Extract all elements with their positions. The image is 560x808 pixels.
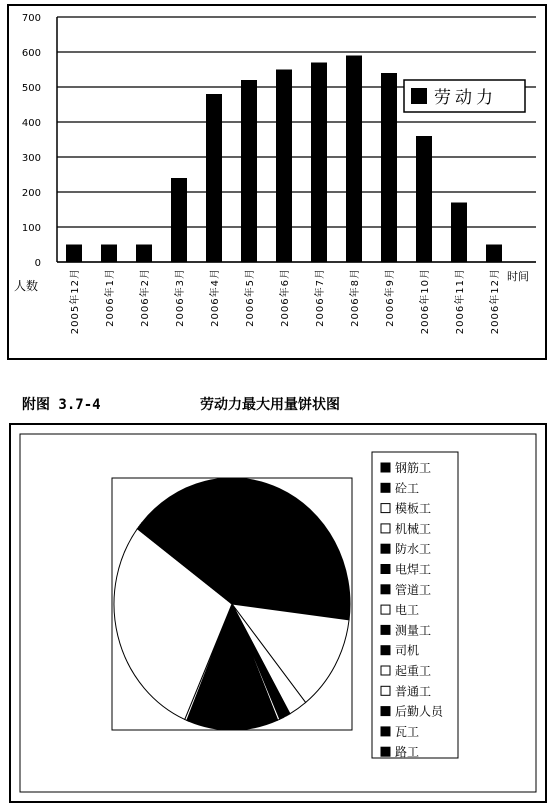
pie-legend-label: 管道工 [395,582,432,597]
pie-legend-label: 电工 [395,603,420,618]
y-tick-label: 500 [21,83,41,94]
pie-legend-marker [381,666,390,675]
pie-legend-marker [381,686,390,695]
y-tick-label: 100 [21,223,41,234]
pie-legend-label: 电焊工 [395,562,432,577]
pie-legend-label: 路工 [395,745,420,760]
x-tick-label: 2005年12月 [70,268,81,335]
bar [136,245,152,263]
bar-legend-swatch [411,88,427,104]
pie-legend-label: 模板工 [395,501,432,516]
pie-legend-marker [381,483,390,492]
pie-legend-label: 普通工 [395,684,432,699]
bar [451,203,467,263]
pie-legend-label: 瓦工 [395,724,420,739]
x-tick-label: 2006年10月 [420,268,431,335]
y-tick-label: 400 [21,118,41,129]
bar [486,245,502,263]
bar [346,56,362,263]
x-axis-label: 时间 [507,270,529,283]
figure-number: 附图 3.7-4 [22,397,101,413]
pie-legend-label: 防水工 [395,542,432,557]
pie-legend-label: 后勤人员 [395,704,444,719]
x-tick-label: 2006年7月 [315,268,326,327]
pie-slices [114,478,350,730]
x-tick-label: 2006年6月 [280,268,291,327]
y-tick-label: 0 [34,258,41,269]
bar [276,70,292,263]
y-tick-label: 300 [21,153,41,164]
bar [101,245,117,263]
x-tick-label: 2006年4月 [210,268,221,327]
pie-legend-marker [381,727,390,736]
pie-legend-label: 钢筋工 [395,461,432,475]
x-tick-label: 2006年2月 [140,268,151,327]
pie-legend-marker [381,504,390,513]
pie-chart [0,420,560,808]
bar [206,94,222,262]
bar [66,245,82,263]
x-tick-labels [68,268,501,334]
bar-legend [404,80,525,112]
pie-legend-marker [381,605,390,614]
pie-legend-marker [381,585,390,594]
bar [171,178,187,262]
x-tick-label: 2006年11月 [455,268,466,335]
figure-title: 劳动力最大用量饼状图 [200,397,340,413]
pie-legend-marker [381,747,390,756]
pie-legend-label: 司机 [395,643,420,658]
pie-legend-marker [381,625,390,634]
y-tick-label: 200 [21,188,41,199]
x-tick-label: 2006年3月 [175,268,186,327]
pie-legend-label: 机械工 [395,521,432,536]
figure-caption [0,388,560,418]
bar [241,80,257,262]
pie-legend-marker [381,544,390,553]
x-tick-label: 2006年5月 [245,268,256,327]
pie-legend-label: 起重工 [395,664,432,678]
bar [381,73,397,262]
pie-legend-marker [381,707,390,716]
pie-legend-marker [381,565,390,574]
pie-legend-marker [381,524,390,533]
x-tick-label: 2006年8月 [350,268,361,327]
pie-legend-marker [381,646,390,655]
x-tick-label: 2006年12月 [490,268,501,335]
x-tick-label: 2006年1月 [105,268,116,327]
y-tick-label: 700 [21,13,41,24]
bar [416,136,432,262]
x-tick-label: 2006年9月 [385,268,396,327]
pie-legend-marker [381,463,390,472]
bar-chart [0,0,560,365]
bar-legend-label: 劳动力 [434,88,497,108]
pie-legend-label: 砼工 [395,481,420,496]
y-tick-label: 600 [21,48,41,59]
y-axis-label: 人数 [14,279,39,293]
pie-legend-label: 测量工 [395,623,432,638]
bar [311,63,327,263]
y-tick-labels [22,13,41,269]
